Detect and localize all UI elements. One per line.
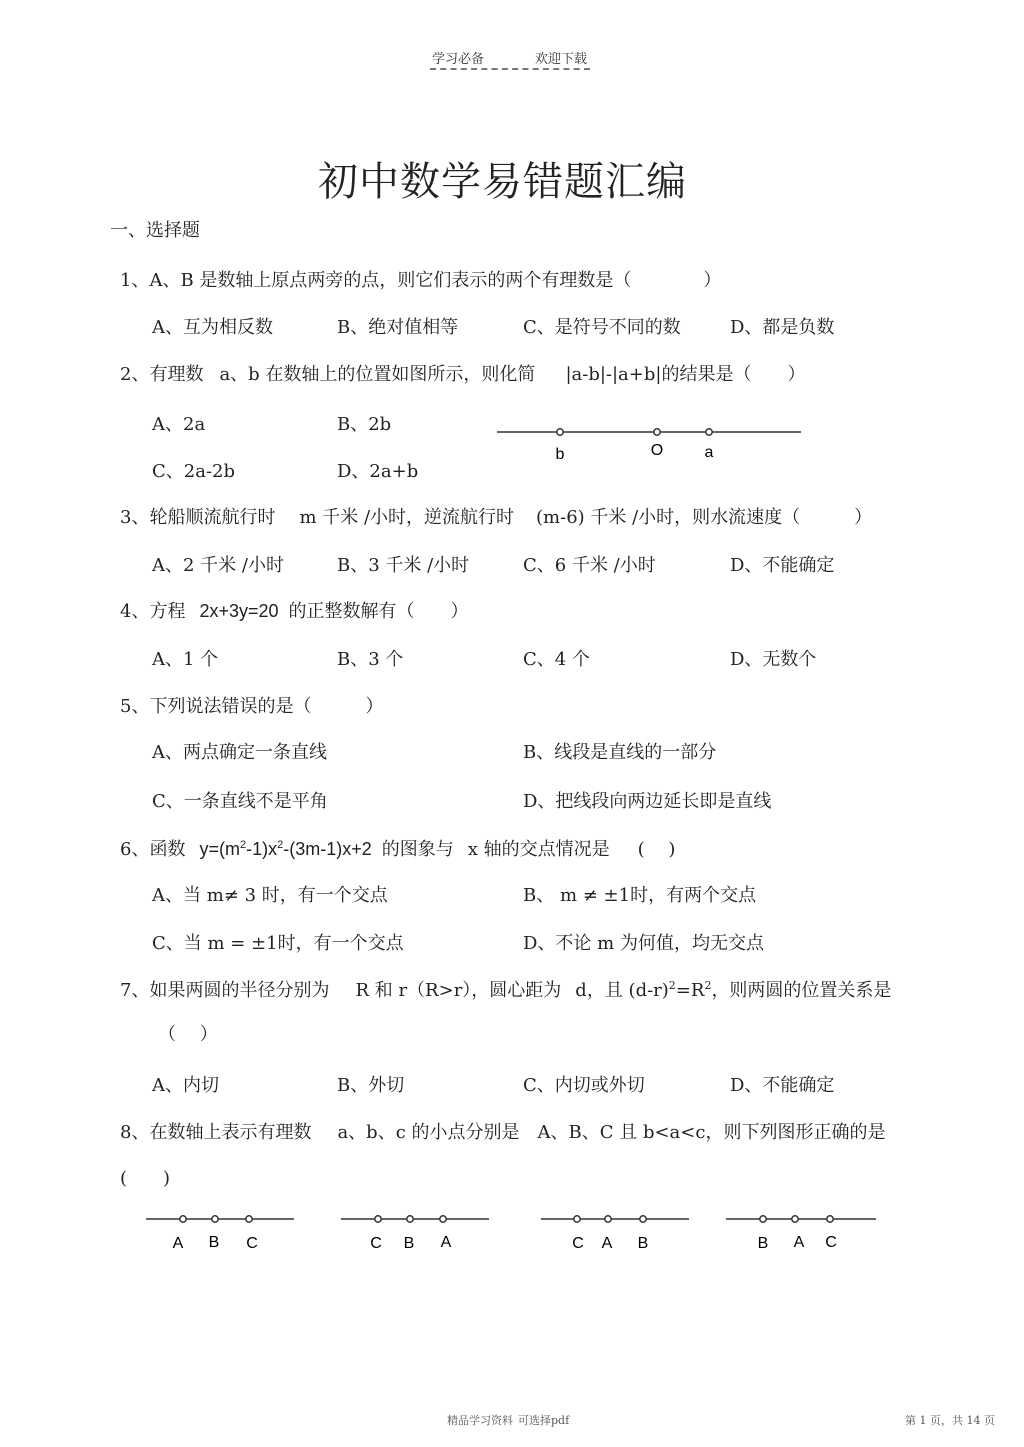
q4-option-b: B、3 个	[337, 649, 404, 670]
figure-label: B	[403, 1235, 415, 1252]
figure-point	[574, 1216, 580, 1222]
q5-option-a: A、两点确定一条直线	[152, 742, 327, 763]
q1-option-a: A、互为相反数	[152, 317, 273, 338]
question-7-stem: 7、如果两圆的半径分别为 R 和 r（R>r），圆心距为 d，且 $(d-r)^2=R^2$，则两圆的位置关系是	[120, 979, 892, 1001]
question-1-stem: 1、A、B 是数轴上原点两旁的点，则它们表示的两个有理数是（ ）	[120, 270, 722, 291]
page-title: 初中数学易错题汇编	[318, 159, 687, 205]
figure-label: A	[172, 1235, 184, 1252]
header-right: 欢迎下载	[535, 52, 588, 67]
footer-left: 精品学习资料	[447, 1414, 513, 1427]
figure-label: C	[825, 1234, 837, 1251]
figure-point	[827, 1216, 833, 1222]
q2-option-d: D、2a+b	[337, 461, 419, 482]
q4-option-d: D、无数个	[730, 649, 817, 670]
q4-option-c: C、4 个	[523, 649, 590, 670]
question-5-stem: 5、下列说法错误的是（ ）	[120, 696, 384, 717]
question-3-stem: 3、轮船顺流航行时 m 千米 /小时，逆流航行时 (m-6) 千米 /小时，则水流速度（ ）	[120, 507, 873, 528]
q7-option-d: D、不能确定	[730, 1075, 835, 1096]
q7-option-a: A、内切	[152, 1075, 219, 1096]
q5-option-b: B、线段是直线的一部分	[523, 742, 717, 763]
q2-number-line	[490, 415, 810, 470]
figure-point	[212, 1216, 218, 1222]
figure-point	[180, 1216, 186, 1222]
q7-option-b: B、外切	[337, 1075, 405, 1096]
figure-label: A	[793, 1234, 805, 1251]
figure-point	[605, 1216, 611, 1222]
q8-figure-c	[535, 1205, 695, 1255]
figure-label: C	[370, 1235, 382, 1252]
q3-option-c: C、6 千米 /小时	[523, 555, 656, 576]
q2-option-b: B、2b	[337, 414, 392, 435]
figure-point	[246, 1216, 252, 1222]
figure-point	[760, 1216, 766, 1222]
q3-option-b: B、3 千米 /小时	[337, 555, 470, 576]
q6-option-a: A、当 m≠ 3 时，有一个交点	[152, 885, 388, 906]
footer-middle: 可选择pdf	[518, 1414, 570, 1427]
question-8-stem: 8、在数轴上表示有理数 a、b、c 的小点分别是 A、B、C 且 b<a<c，则下列图形正确的是	[120, 1122, 886, 1143]
q2-option-a: A、2a	[152, 414, 206, 435]
label-a: a	[704, 444, 714, 461]
question-4-stem: 4、方程 2x+3y=20 的正整数解有（ ）	[120, 601, 469, 622]
figure-point	[440, 1216, 446, 1222]
figure-label: B	[757, 1235, 769, 1252]
q1-option-d: D、都是负数	[730, 317, 835, 338]
q5-option-c: C、一条直线不是平角	[152, 791, 328, 812]
header-left: 学习必备	[432, 52, 485, 67]
footer-page-number: 第 1 页，共 14 页	[905, 1414, 995, 1427]
point-a	[706, 429, 712, 435]
label-origin: O	[650, 442, 664, 459]
figure-label: B	[208, 1234, 220, 1251]
figure-label: C	[246, 1235, 258, 1252]
q4-option-a: A、1 个	[152, 649, 219, 670]
q7-option-c: C、内切或外切	[523, 1075, 645, 1096]
figure-label: B	[637, 1235, 649, 1252]
figure-label: C	[572, 1235, 584, 1252]
q1-option-c: C、是符号不同的数	[523, 317, 681, 338]
question-2-stem: 2、有理数 a、b 在数轴上的位置如图所示，则化简 |a-b|-|a+b|的结果是（ ）	[120, 364, 806, 385]
q3-option-a: A、2 千米 /小时	[152, 555, 284, 576]
q6-option-d: D、不论 m 为何值，均无交点	[523, 933, 764, 954]
figure-point	[640, 1216, 646, 1222]
section-heading: 一、选择题	[110, 220, 200, 241]
label-b: b	[555, 446, 565, 463]
question-8-answer-blank: ( )	[120, 1168, 171, 1189]
figure-point	[407, 1216, 413, 1222]
q6-option-c: C、当 m = ±1时，有一个交点	[152, 933, 404, 954]
q5-option-d: D、把线段向两边延长即是直线	[523, 791, 772, 812]
figure-label: A	[601, 1235, 613, 1252]
q2-option-c: C、2a-2b	[152, 461, 236, 482]
point-origin	[654, 429, 660, 435]
q8-figure-b	[335, 1205, 495, 1255]
figure-label: A	[440, 1234, 452, 1251]
q8-figure-a	[140, 1205, 300, 1255]
q3-option-d: D、不能确定	[730, 555, 835, 576]
point-b	[557, 429, 563, 435]
figure-point	[792, 1216, 798, 1222]
q6-option-b: B、 m ≠ ±1时，有两个交点	[523, 885, 757, 906]
figure-point	[375, 1216, 381, 1222]
header-divider	[430, 68, 590, 70]
question-7-answer-blank: （ ）	[158, 1024, 218, 1045]
q8-figure-d	[720, 1205, 885, 1255]
question-6-stem: 6、函数 $y=(m^2-1)x^2-(3m-1)x+2$ 的图象与 x 轴的交点情况是 ( )	[120, 839, 676, 860]
q1-option-b: B、绝对值相等	[337, 317, 459, 338]
